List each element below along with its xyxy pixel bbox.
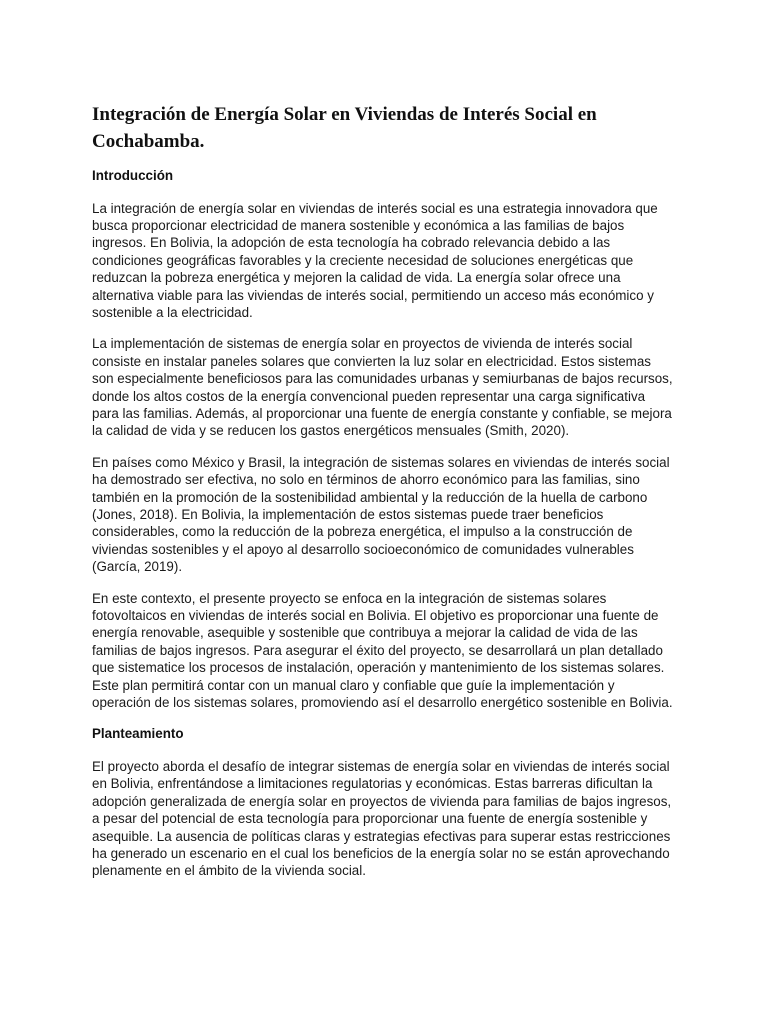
section-planteamiento: [92, 725, 674, 879]
section-introduccion: [92, 167, 674, 711]
section-heading-introduccion: Introducción: [92, 168, 174, 183]
paragraph: La implementación de sistemas de energía solar en proyectos de vivienda de interés social consiste en instalar paneles solares que convierten la luz solar en electricidad. Estos sistemas son especialmente beneficiosos para las comunidades urbanas y semiurbanas de bajos recursos, donde los altos costos de la energía convencional pueden representar una carga significativa para las familias. Además, al proporcionar una fuente de energía constante y confiable, se mejora la calidad de vida y se reducen los gastos energéticos mensuales (Smith, 2020).: [92, 336, 673, 439]
section-heading-planteamiento: Planteamiento: [92, 726, 184, 742]
document-title: Integración de Energía Solar en Viviendas de Interés Social en Cochabamba.: [92, 104, 597, 152]
paragraph: En países como México y Brasil, la integración de sistemas solares en viviendas de interés social ha demostrado ser efectiva, no solo en términos de ahorro económico para las familias, sino también en la promoción de la sostenibilidad ambiental y la reducción de la huella de carbono (Jones, 2018). En Bolivia, la implementación de estos sistemas puede traer beneficios considerables, como la reducción de la pobreza energética, el impulso a la construcción de viviendas sostenibles y el apoyo al desarrollo socioeconómico de comunidades vulnerables (García, 2019).: [92, 454, 670, 575]
paragraph: La integración de energía solar en viviendas de interés social es una estrategia innovadora que busca proporcionar electricidad de manera sostenible y económica a las familias de bajos ingresos. En Bolivia, la adopción de esta tecnología ha cobrado relevancia debido a las condiciones geográficas favorables y la creciente necesidad de soluciones energéticas que reduzcan la pobreza energética y mejoren la calidad de vida. La energía solar ofrece una alternativa viable para las viviendas de interés social, permitiendo un acceso más económico y sostenible a la electricidad.: [92, 200, 658, 320]
paragraph: En este contexto, el presente proyecto se enfoca en la integración de sistemas solares fotovoltaicos en viviendas de interés social en Bolivia. El objetivo es proporcionar una fuente de energía renovable, asequible y sostenible que contribuya a mejorar la calidad de vida de las familias de bajos ingresos. Para asegurar el éxito del proyecto, se desarrollará un plan detallado que sistematice los procesos de instalación, operación y mantenimiento de los sistemas solares. Este plan permitirá contar con un manual claro y confiable que guíe la implementación y operación de los sistemas solares, promoviendo así el desarrollo energético sostenible en Bolivia.: [92, 590, 673, 711]
paragraph: El proyecto aborda el desafío de integrar sistemas de energía solar en viviendas de interés social en Bolivia, enfrentándose a limitaciones regulatorias y económicas. Estas barreras dificultan la adopción generalizada de energía solar en proyectos de vivienda para familias de bajos ingresos, a pesar del potencial de esta tecnología para proporcionar una fuente de energía sostenible y asequible. La ausencia de políticas claras y estrategias efectivas para superar estas restricciones ha generado un escenario en el cual los beneficios de la energía solar no se están aprovechando plenamente en el ámbito de la vivienda social.: [92, 758, 672, 879]
